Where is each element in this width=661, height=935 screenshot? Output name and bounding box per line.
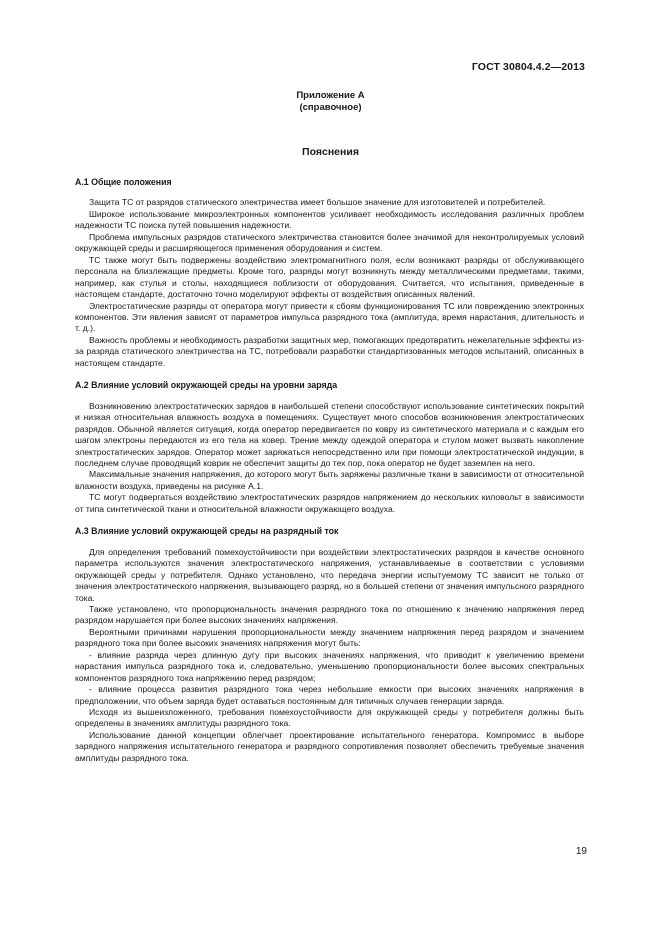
section-heading: А.1 Общие положения xyxy=(75,177,172,187)
appendix-type: (справочное) xyxy=(299,102,362,113)
page-title: Пояснения xyxy=(302,146,359,158)
document-id: ГОСТ 30804.4.2—2013 xyxy=(471,61,585,73)
paragraph: Важность проблемы и необходимость разработки защитных мер, помогающих предотвратить нежелательные эффекты из-за разряда статического электричества на ТС, потребовали разработки стандартизованных методов испытаний, описанных в настоящем стандарте. xyxy=(75,334,584,368)
section-heading: А.2 Влияние условий окружающей среды на уровни заряда xyxy=(75,380,338,391)
page-number: 19 xyxy=(575,846,587,857)
paragraph: Вероятными причинами нарушения пропорциональности между значением напряжения перед разрядом и значением разрядного тока при более высоких значениях напряжения могут быть: xyxy=(75,626,584,649)
document-body xyxy=(75,177,584,764)
paragraph: ТС также могут быть подвержены воздействию электромагнитного поля, если возникают разряды от обслуживающего персонала на близлежащие предметы. Кроме того, разряды могут возникнуть между металлическими предметами, такими, например, как стулья и столы, находящиеся поблизости от оборудования. Считается, что испытания, приведенные в настоящем стандарте, достаточно точно моделируют эффекты от воздействия описанных явлений. xyxy=(75,254,584,300)
section-heading: А.3 Влияние условий окружающей среды на разрядный ток xyxy=(75,526,339,537)
paragraph: Максимальные значения напряжения, до которого могут быть заряжены различные ткани в зависимости от относительной влажности воздуха, приведены на рисунке А.1. xyxy=(75,469,584,491)
appendix-label: Приложение А xyxy=(296,90,365,101)
list-item: - влияние процесса развития разрядного тока через небольшие емкости при высоких значениях напряжения в предположении, что объем заряда будет оставаться постоянным для типичных случаев генерации заряда. xyxy=(75,684,584,706)
paragraph: Возникновению электростатических зарядов в наибольшей степени способствуют использование синтетических покрытий и низкая относительная влажность воздуха в помещениях. Существует много способов возникновения электростатических разрядов. Обычной является ситуация, когда оператор передвигается по ковру из синтетического материала и с каждым его шагом электроны передаются из его тела на ковер. Трение между одеждой оператора и стулом может вызвать накопление электростатических зарядов. Оператор может заряжаться непосредственно или при помощи электростатической индукции, в последнем случае проводящий коврик не обеспечит защиты до тех пор, пока оператор не будет заземлен на него. xyxy=(75,400,584,468)
paragraph: Широкое использование микроэлектронных компонентов усиливает необходимость исследования различных проблем надежности ТС поиска путей повышения надежности. xyxy=(75,208,584,231)
paragraph: Для определения требований помехоустойчивости при воздействии электростатических разрядов в качестве основного параметра используются значения электростатического напряжения, устанавливаемые в соответствии с условиями окружающей среды у потребителя. Однако установлено, что передача энергии испытуемому ТС зависит не только от значения электростатического напряжения, вызывающего разряд, но в большей степени от значения импульсного разрядного тока. xyxy=(75,546,584,603)
paragraph: Защита ТС от разрядов статического электричества имеет большое значение для изготовителей и потребителей. xyxy=(89,197,546,208)
paragraph: ТС могут подвергаться воздействию электростатических разрядов напряжением до нескольких киловольт в зависимости от типа синтетической ткани и относительной влажности окружающего воздуха. xyxy=(75,492,584,514)
paragraph: Проблема импульсных разрядов статического электричества становится более значимой для неконтролируемых условий окружающей среды и расширяющегося применения оборудования и систем. xyxy=(75,231,584,254)
paragraph: Исходя из вышеизложенного, требования помехоустойчивости для окружающей среды у потребителя должны быть определены в значениях амплитуды разрядного тока. xyxy=(75,707,584,729)
list-item: - влияние разряда через длинную дугу при высоких значениях напряжения, что приводит к увеличению времени нарастания импульса разрядного тока и, следовательно, уменьшению пропорциональности более высоких спектральных компонентов разрядного тока напряжению перед разрядом; xyxy=(75,649,584,683)
paragraph: Использование данной концепции облегчает проектирование испытательного генератора. Компромисс в выборе зарядного напряжения испытательного генератора и разрядного сопротивления позволяет обеспечить требуемые значения амплитуды разрядного тока. xyxy=(75,729,584,763)
paragraph: Электростатические разряды от оператора могут привести к сбоям функционирования ТС или повреждению электронных компонентов. Эти явления зависят от параметров импульса разрядного тока (амплитуда, время нарастания, длительность и т. д.). xyxy=(75,300,584,334)
appendix-heading xyxy=(0,90,661,114)
paragraph: Также установлено, что пропорциональность значения разрядного тока по отношению к значению напряжения перед разрядом нарушается при более высоких значениях напряжения. xyxy=(75,603,584,626)
